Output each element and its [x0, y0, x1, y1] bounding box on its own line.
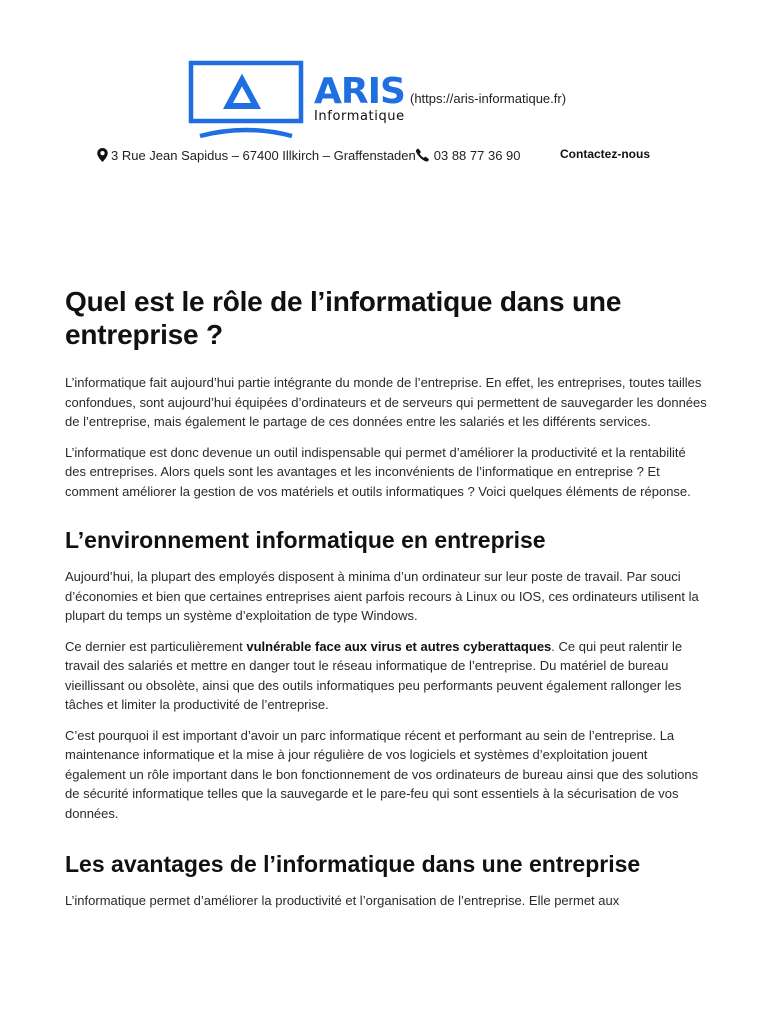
contact-bar — [96, 146, 521, 164]
monitor-logo-icon — [188, 60, 312, 140]
section1-p2-end: . Ce qui peut ralentir le travail des salariés et mettre en danger tout le réseau informatique de l’entreprise. Du matériel de bureau vieillissant ou obsolète, ainsi que des outils informatiques peu performants peuvent également rallonger les tâches et limiter la productivité de l’entreprise. — [65, 638, 683, 712]
article-title: Quel est le rôle de l’informatique dans une entreprise ? — [65, 286, 622, 350]
intro-paragraph-1: L’informatique fait aujourd’hui partie intégrante du monde de l’entreprise. En effet, les entreprises, toutes tailles confondues, sont aujourd’hui équipées d’ordinateurs et de serveurs qui permettent de sauvegarder les données de l’entreprise, mais également le partage de ces données entre les salariés et les différents services. — [65, 375, 707, 429]
section-heading-advantages: Les avantages de l’informatique dans une entreprise — [65, 851, 641, 877]
logo-url-text: (https://aris-informatique.fr) — [410, 91, 567, 106]
section-heading-environment: L’environnement informatique en entreprise — [65, 527, 546, 553]
aris-logo[interactable] — [188, 60, 418, 140]
section1-paragraph-2 — [65, 637, 707, 715]
site-header — [0, 0, 768, 170]
logo-subtitle: Informatique — [314, 109, 405, 124]
phone-icon — [416, 148, 429, 162]
section1-p2-start: Ce dernier est particulièrement — [65, 638, 247, 654]
address-text: 3 Rue Jean Sapidus – 67400 Illkirch – Graffenstaden — [111, 147, 416, 163]
section1-p2-emphasis: vulnérable face aux virus et autres cyberattaques — [246, 638, 552, 654]
phone-text: 03 88 77 36 90 — [433, 147, 521, 163]
section1-paragraph-1: Aujourd’hui, la plupart des employés disposent à minima d’un ordinateur sur leur poste de travail. Par souci d’économies et bien que certaines entreprises aient parfois recours à Linux ou IOS, ces ordinateurs utilisent la plupart du temps un système d’exploitation de type Windows. — [65, 569, 699, 623]
map-marker-icon — [96, 148, 109, 162]
phone-link[interactable] — [416, 148, 521, 163]
section1-paragraph-3: C’est pourquoi il est important d’avoir un parc informatique récent et performant au sein de l’entreprise. La maintenance informatique et la mise à jour régulière de vos logiciels et systèmes d’exploitation jouent également un rôle important dans le bon fonctionnement de vos ordinateurs de bureau ainsi que des solutions de sécurité informatique telles que la sauvegarde et le pare-feu qui sont essentiels à la sécurisation de vos données. — [65, 727, 699, 821]
logo-wordmark: ARIS — [314, 71, 405, 112]
section2-paragraph-1: L’informatique permet d’améliorer la productivité et l’organisation de l’entreprise. Elle permet aux — [65, 893, 620, 908]
intro-paragraph-2: L’informatique est donc devenue un outil indispensable qui permet d’améliorer la productivité et la rentabilité des entreprises. Alors quels sont les avantages et les inconvénients de l’informatique en entreprise ? Et comment améliorer la gestion de vos matériels et outils informatiques ? Voici quelques éléments de réponse. — [65, 444, 691, 499]
contact-us-link[interactable]: Contactez-nous — [560, 147, 650, 161]
article-content — [65, 285, 707, 922]
